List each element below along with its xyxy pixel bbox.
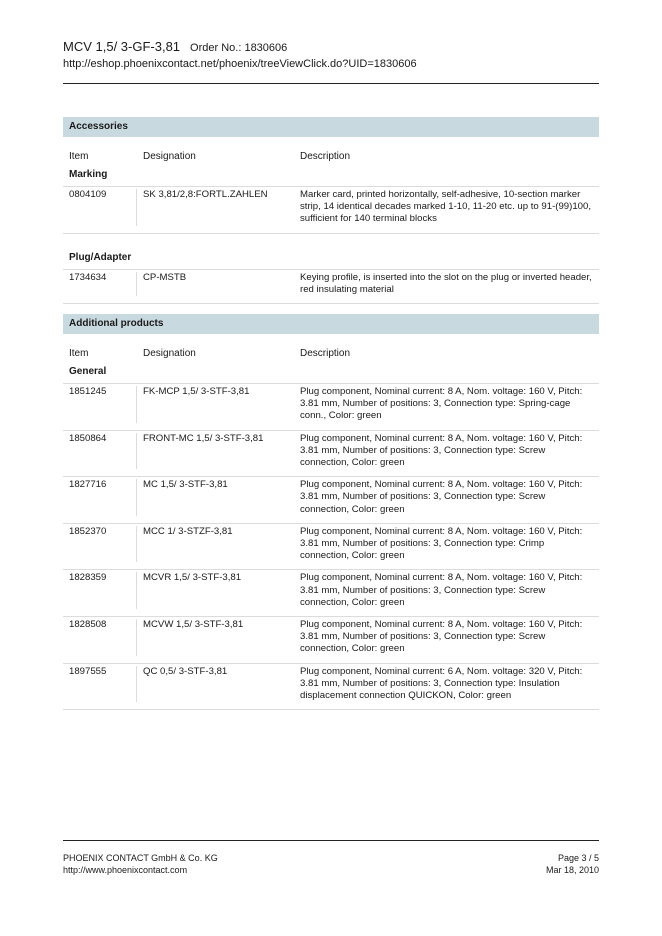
designation: MCVR 1,5/ 3-STF-3,81 (143, 572, 242, 584)
item-number: 1852370 (63, 526, 137, 563)
product-title: MCV 1,5/ 3-GF-3,81 (63, 39, 181, 54)
item-number: 1828359 (63, 572, 137, 609)
company-website[interactable]: http://www.phoenixcontact.com (63, 864, 188, 875)
document-date: Mar 18, 2010 (545, 864, 599, 875)
description: Plug component, Nominal current: 8 A, Nom. voltage: 160 V, Pitch: 3.81 mm, Number of positions: 3, Connection type: Spring-cage conn., Color: green (300, 386, 583, 422)
designation: MCC 1/ 3-STZF-3,81 (143, 525, 233, 537)
order-number: Order No.: 1830606 (190, 42, 288, 54)
description: Plug component, Nominal current: 6 A, Nom. voltage: 320 V, Pitch: 3.81 mm, Number of positions: 3, Connection type: Insulation displacement connection QUICKON, Color: green (300, 665, 583, 702)
page-header (63, 39, 599, 71)
description: Marker card, printed horizontally, self-adhesive, 10-section marker strip, 14 identical decades marked 1-10, 11-20 etc. up to 91-(99)100, sufficient for 140 terminal blocks (300, 189, 592, 225)
header-divider (63, 83, 599, 84)
table-row (63, 384, 599, 431)
item-number: 1897555 (63, 666, 137, 703)
item-number: 1828508 (63, 619, 137, 656)
designation: MCVW 1,5/ 3-STF-3,81 (143, 619, 244, 631)
designation: QC 0,5/ 3-STF-3,81 (143, 665, 228, 677)
column-header-description: Description (300, 348, 351, 360)
description: Plug component, Nominal current: 8 A, Nom. voltage: 160 V, Pitch: 3.81 mm, Number of positions: 3, Connection type: Screw connection, Color: green (300, 572, 583, 608)
table-row (63, 570, 599, 617)
item-number: 1827716 (63, 479, 137, 516)
designation: SK 3,81/2,8:FORTL.ZAHLEN (143, 189, 268, 200)
description: Plug component, Nominal current: 8 A, Nom. voltage: 160 V, Pitch: 3.81 mm, Number of positions: 3, Connection type: Screw connection, Color: green (300, 619, 583, 655)
designation: MC 1,5/ 3-STF-3,81 (143, 479, 228, 491)
group-heading-general: General (63, 358, 599, 384)
description: Plug component, Nominal current: 8 A, Nom. voltage: 160 V, Pitch: 3.81 mm, Number of positions: 3, Connection type: Screw connection, Color: green (300, 479, 583, 515)
page-number: Page 3 / 5 (557, 853, 599, 863)
table-row (63, 524, 599, 571)
column-header-description: Description (300, 151, 351, 162)
group-heading-marking: Marking (63, 161, 599, 187)
column-header-designation: Designation (143, 348, 196, 360)
group-heading-plug-adapter: Plug/Adapter (63, 244, 599, 270)
table-row (63, 617, 599, 664)
designation: CP-MSTB (143, 271, 187, 283)
description: Keying profile, is inserted into the slot on the plug or inverted header, red insulating material (300, 271, 592, 295)
table-row (63, 187, 599, 234)
column-header-item: Item (69, 348, 89, 360)
table-row (63, 431, 599, 478)
column-header-item: Item (69, 151, 89, 162)
item-number: 1850864 (63, 433, 137, 470)
additional-column-headers (63, 334, 599, 358)
accessories-column-headers (63, 137, 599, 161)
description: Plug component, Nominal current: 8 A, Nom. voltage: 160 V, Pitch: 3.81 mm, Number of positions: 3, Connection type: Screw connection, Color: green (300, 432, 583, 469)
designation: FRONT-MC 1,5/ 3-STF-3,81 (143, 432, 264, 444)
accessories-section-title: Accessories (63, 117, 599, 137)
table-row (63, 270, 599, 304)
item-number: 1851245 (63, 386, 137, 423)
table-row (63, 477, 599, 524)
item-number: 0804109 (63, 189, 137, 226)
additional-products-section-title: Additional products (63, 314, 599, 334)
footer-divider (63, 840, 599, 841)
content (63, 117, 599, 710)
table-row (63, 664, 599, 711)
product-url[interactable]: http://eshop.phoenixcontact.net/phoenix/treeViewClick.do?UID=1830606 (63, 58, 417, 70)
item-number: 1734634 (63, 272, 137, 296)
description: Plug component, Nominal current: 8 A, Nom. voltage: 160 V, Pitch: 3.81 mm, Number of positions: 3, Connection type: Crimp connection, Color: green (300, 525, 583, 562)
company-name: PHOENIX CONTACT GmbH & Co. KG (63, 853, 218, 863)
column-header-designation: Designation (143, 151, 196, 162)
designation: FK-MCP 1,5/ 3-STF-3,81 (143, 386, 250, 398)
